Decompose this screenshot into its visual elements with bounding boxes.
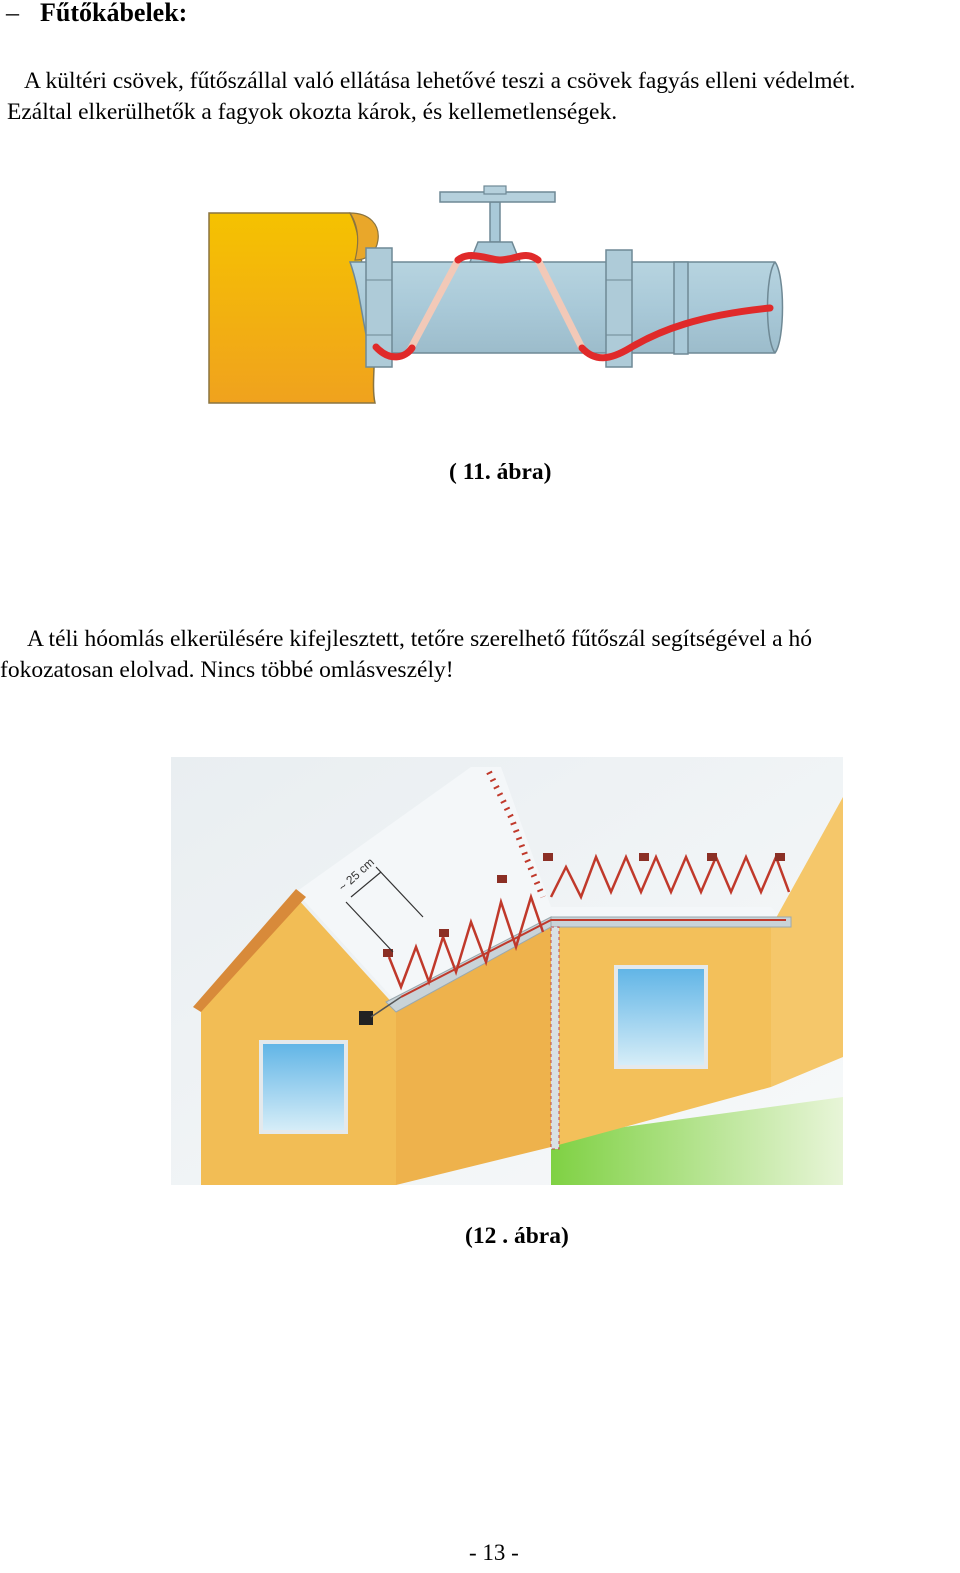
valve-stem (490, 202, 500, 242)
paragraph-2-line-1: A téli hóomlás elkerülésére kifejlesztett, tetőre szerelhető fűtőszál segítségével a hó (27, 626, 812, 652)
section-heading (6, 0, 187, 28)
paragraph-1-line-1: A kültéri csövek, fűtőszállal való ellátása lehetővé teszi a csövek fagyás elleni védelmét. (24, 68, 856, 94)
page-number: - 13 - (469, 1540, 519, 1565)
paragraph-2-line-2: fokozatosan elolvad. Nincs többé omlásveszély! (0, 657, 454, 683)
left-window (261, 1042, 346, 1132)
paragraph-1-line-2: Ezáltal elkerülhetők a fagyok okozta károk, és kellemetlenségek. (7, 99, 618, 125)
gutter-right (551, 917, 791, 927)
figure-11-caption: ( 11. ábra) (449, 459, 552, 485)
pipe-coupling (674, 262, 688, 354)
measure-label: ~ 25 cm (335, 855, 377, 895)
downpipe (551, 927, 559, 1149)
right-window (616, 967, 706, 1067)
junction-box (359, 1011, 373, 1025)
roof-heating-cable-figure (171, 757, 843, 1185)
heading-dash: – (6, 0, 19, 27)
wall-block (209, 213, 375, 403)
heading-title: Fűtőkábelek: (40, 0, 188, 27)
figure-12-caption: (12 . ábra) (465, 1223, 569, 1249)
pipe-heating-cable-figure (200, 180, 790, 415)
